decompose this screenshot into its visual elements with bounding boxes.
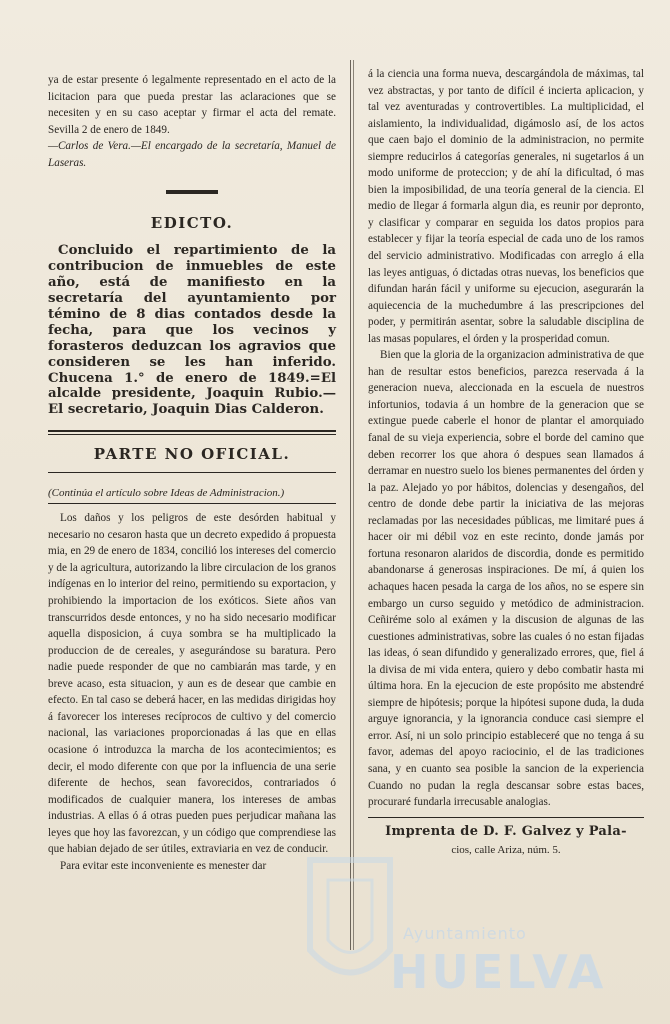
heading-rule	[48, 472, 336, 473]
signature-line: —Carlos de Vera.—El encargado de la secretaría, Manuel de Laseras.	[48, 140, 336, 169]
printer-imprint	[368, 817, 644, 859]
article-paragraph: á la ciencia una forma nueva, descargándola de máximas, tal vez abstractas, y por tanto de difícil é incierta aplicacion, y tal vez aventuradas y controvertibles. La multiplicidad, el aislamiento, la individualidad, digámoslo así, de los actos que caen bajo el dominio de la administracion, no permite siempre reducirlos á categorías generales, ni sugetarlos á un modo uniforme de proteccion; y de ahí la dificultad, ó mas bien la imposibilidad, de una teoría general de la ciencia. El medio de llegar á formarla algun dia, es reunir por depronto, y clasificar y comparar en seguida los datos propios para establecer y fijar la teoría especial de cada uno de los ramos del servicio administrativo. Modificadas con arreglo á ella las leyes antiguas, ó dictadas otras nuevas, los beneficios que difundan harán fácil y uniforme su ejecucion, asegurarán la aquiecencia de la muchedumbre á las prescripciones del poder, y permitirán asentar, sobre la saludable disciplina de las masas populares, el órden y la prosperidad comun.	[368, 68, 644, 345]
column-divider	[350, 60, 351, 950]
edicto-body: Concluido el repartimiento de la contribucion de inmuebles de este año, está de manifiesto en la secretaría del ayuntamiento por témino de 8 dias contados desde la fecha, para que los vecinos y forasteros deduzcan los agravios que consideren se les han inferido. Chucena 1.° de enero de 1849.=El alcalde presidente, Joaquin Rubio.— El secretario, Joaquin Dias Calderon.	[48, 243, 336, 418]
double-rule	[48, 430, 336, 435]
column-divider-inner	[353, 60, 354, 950]
section-separator	[166, 190, 218, 194]
parte-heading: PARTE NO OFICIAL.	[93, 444, 291, 463]
article-paragraph: Para evitar este inconveniente es menester dar	[60, 859, 267, 872]
article-paragraph: Los daños y los peligros de este desórden habitual y necesario no cesaron hasta que un decreto expedido á propuesta mia, en 29 de enero de 1834, concilió los intereses del comercio y de la agricultura, autorizando la libre circulacion de los granos indígenas en lo interior del reino, permitiendo su exportacion, y prohibiendo la importacion de los exóticos. Siete años van transcurridos desde entonces, y no ha sido necesario modificar aquella disposicion, á cuya sombra se ha multiplicado la produccion de de cereales, y asegurándose su baratura. Pero nadie puede responder de que no cambiarán mas tarde, y en breve acaso, esta situacion, y aun es de desear que cambie en efecto. En tal caso se deberá hacer, en las medidas dirigidas hoy á favorecer los intereses recíprocos de cultivo y del comercio nacional, las variaciones proporcionadas á las que en ellas ocasione ó introduzca la marcha de los acontecimientos; es decir, el modo diferente con que por la influencia de una serie diferente de hechos, sean favorecidos, contrariados ó modificados de cualquier manera, los intereses de ambas industrias. A ellas ó á otras pueden pues perjudicar mañana las leyes que hoy las favorezcan, y un código que comprendiese las que habian dejado de ser útiles, extraviaria en vez de conducir.	[48, 512, 336, 856]
printer-address: cios, calle Ariza, núm. 5.	[451, 844, 561, 857]
watermark-caption: Ayuntamiento	[403, 924, 527, 943]
intro-paragraph: ya de estar presente ó legalmente representado en el acto de la licitacion para que pueda prestar las aclaraciones que se necesiten y en su caso aceptar y firmar el acta del remate. Sevilla 2 de enero de 1849.	[48, 74, 336, 136]
edicto-heading: EDICTO.	[150, 214, 234, 233]
continuation-note: (Continúa el artículo sobre Ideas de Administracion.)	[48, 485, 336, 505]
article-paragraph: Bien que la gloria de la organizacion administrativa de que han de resultar estos beneficios, parezca reservada á la generacion nueva, aleccionada en la escuela de nuestros infortunios, todavia á un hombre de la generacion que se extingue puede caberle el honor de plantar el amorquiado fanal de su vieja experiencia, sobre el borde del camino que deben recorrer los que ahora ó despues sean llamados á derramar en nuestro suelo los bienes permanentes del órden y la paz. Alejado yo por hábitos, dolencias y desengaños, del centro de donde debe partir la iniciativa de las mejoras reclamadas por las necesidades públicas, me limitaré pues á hacer oir mi débil voz en este recinto, donde jamás por fortuna resonaron alaridos de discordia, donde es permitido abandonarse á generosas inspiraciones. De mí, á quien los achaques hacen pesada la carga de los años, no se espere sin embargo un curso seguido y metódico de administracion. Ceñiréme solo al exámen y la discusion de algunas de las cuestiones administrativas, sobre las cuales ó no estan fijadas las ideas, ó sean difundido y generalizado errores, que, fiel á la divisa de mi vida entera, quiero y debo combatir hasta mi última hora. En la ejecucion de este propósito me abstendré siempre de hipótesis; porque la hipótesi supone duda, la duda arguye ignorancia, y la ignorancia conduce casi siempre el error. Así, ni un solo principio estableceré que no tenga á su favor, ademas del apoyo raciocinio, el de las tradiciones sana, y en cuanto sea posible la sancion de la experiencia Cuando no pudan la regla descansar sobre estas baces, procuraré fundarla irrecusable analogias.	[368, 349, 644, 809]
left-column	[48, 72, 336, 874]
watermark-logo-text: HUELVA	[390, 945, 607, 999]
printer-name: Imprenta de D. F. Galvez y Pala-	[385, 823, 627, 839]
right-column	[368, 66, 644, 859]
